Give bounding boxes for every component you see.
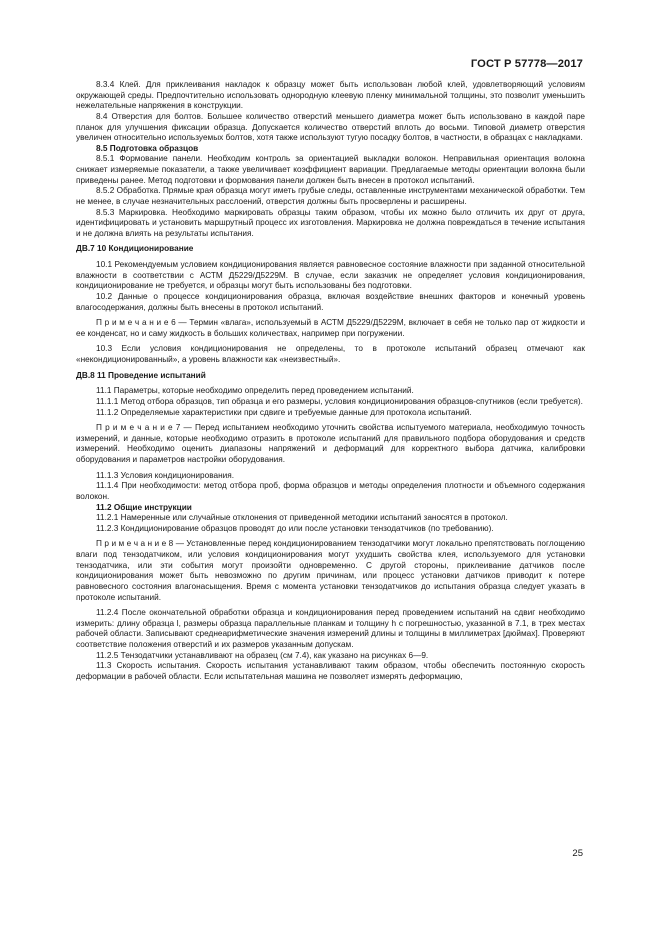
standard-code-header: ГОСТ Р 57778—2017 <box>470 58 583 70</box>
document-body <box>76 80 585 683</box>
body-paragraph: 8.3.4 Клей. Для приклеивания накладок к образцу может быть использован любой клей, удовлетворяющий условиям окружающей среды. Предпочтительно использовать однородную клеевую пленку минимальной толщины, это позволит уменьшить нежелательные напряжения в конструкции. <box>76 80 585 111</box>
body-paragraph: 11.1.3 Условия кондиционирования. <box>96 470 235 480</box>
body-paragraph: 8.4 Отверстия для болтов. Большее количество отверстий меньшего диаметра может быть использовано в каждой паре планок для улучшения фиксации образца. Допускается количество отверстий вплоть до восьми. Типовой диаметр отверстия увеличен относительно используемых болтов, хотя также используют тугую посадку болтов, в частности, в образцах с накладками. <box>76 111 585 143</box>
body-paragraph: 11.1.1 Метод отбора образцов, тип образца и его размеры, условия кондиционирования образцов-спутников (если требуется). <box>96 396 583 406</box>
body-paragraph: 11.1.2 Определяемые характеристики при сдвиге и требуемые данные для протокола испытаний. <box>96 407 472 417</box>
body-paragraph: 11.2.1 Намеренные или случайные отклонения от приведенной методики испытаний заносятся в протокол. <box>96 513 508 523</box>
note-paragraph <box>76 539 585 603</box>
body-paragraph: 8.5.2 Обработка. Прямые края образца могут иметь грубые следы, оставленные инструментами механической обработки. Тем не менее, в случае незначительных расслоений, отверстия должны быть просверлены и расширены. <box>76 186 585 206</box>
note-text: — Установленные перед кондиционированием тензодатчики могут локально препятствовать поглощению влаги под тензодатчиком, или условия кондиционирования могут ухудшить свойства клея, используемого для установки тензодатчика, или эти события могут произойти одновременно. С другой стороны, приклеивание датчиков после кондиционирования может быть невозможно по другим причинам, или процесс установки датчиков приводит к потере равновесного состояния влагонасыщения. Время с момента установки тензодатчиков до испытания образца следует указать в протоколе испытаний. <box>76 539 585 602</box>
body-paragraph: 11.3 Скорость испытания. Скорость испытания устанавливают таким образом, чтобы обеспечить постоянную скорость деформации в рабочей области. Если испытательная машина не позволяет измерять деформацию, <box>76 661 585 681</box>
note-paragraph <box>76 318 585 339</box>
note-label: П р и м е ч а н и е 7 <box>96 423 181 433</box>
subsection-title: 8.5 Подготовка образцов <box>96 143 199 153</box>
body-paragraph: 8.5.3 Маркировка. Необходимо маркировать образцы таким образом, чтобы их можно было отличить их друг от друга, идентифицировать и установить маршрутный процесс их изготовления. Маркировка не должна повреждаться в течение испытания и не должна влиять на результаты испытания. <box>76 207 585 238</box>
section-heading: ДВ.7 10 Кондиционирование <box>76 244 194 254</box>
body-paragraph: 11.2.3 Кондиционирование образцов проводят до или после установки тензодатчиков (по требованию). <box>96 523 494 533</box>
note-paragraph <box>76 423 585 466</box>
section-heading: ДВ.8 11 Проведение испытаний <box>76 370 206 380</box>
body-paragraph: 11.2.4 После окончательной обработки образца и кондиционирования перед проведением испытаний на сдвиг необходимо измерить: длину образца l, размеры образца параллельные планкам и толщину h с погрешностью, указанной в 7.1, в трех местах рабочей области. Записывают среднеарифметические значения измерений длины и толщины в миллиметрах [дюймах]. Проверяют соответствие положения отверстий и их размеров указанным допускам. <box>76 608 585 649</box>
body-paragraph: 11.1.4 При необходимости: метод отбора проб, форма образцов и методы определения плотности и объемного содержания волокон. <box>76 481 585 501</box>
body-paragraph: 8.5.1 Формование панели. Необходим контроль за ориентацией выкладки волокон. Неправильная ориентация волокна снижает измеряемые показатели, а также увеличивает коэффициент вариации. Предлагаемые методы ориентации волокна были приведены ранее. Метод подготовки и формования панели должен быть внесен в протокол испытаний. <box>76 154 585 185</box>
body-paragraph: 10.3 Если условия кондиционирования не определены, то в протоколе испытаний образец отмечают как «некондиционированный», а уровень влажности как «неизвестный». <box>76 344 585 364</box>
page-number: 25 <box>572 848 583 859</box>
body-paragraph: 11.1 Параметры, которые необходимо определить перед проведением испытаний. <box>96 386 414 396</box>
body-paragraph: 10.1 Рекомендуемым условием кондиционирования является равновесное состояние влажности при заданной относительной влажности в соответствии с АСТМ Д5229/Д5229М. В случае, если заказчик не определяет условия кондиционирования, кондиционирование не требуется, и образцы могут быть использованы без подготовки. <box>76 260 585 291</box>
note-text: — Перед испытанием необходимо уточнить свойства испытуемого материала, необходимую точность измерений, и данные, которые необходимо отразить в протоколе испытаний для правильного подбора оборудования и средств измерений. Необходимо оценить диапазоны напряжений и деформаций для корректного выбора датчика, калибровки оборудования и параметров настройки оборудования. <box>76 423 585 464</box>
note-label: П р и м е ч а н и е 8 <box>96 539 174 549</box>
note-text: — Термин «влага», используемый в АСТМ Д5229/Д5229М, включает в себя не только пар от жидкости и ее конденсат, но и саму жидкость в больших количествах, например при погружении. <box>76 318 585 338</box>
note-label: П р и м е ч а н и е 6 <box>96 318 176 328</box>
subsection-title: 11.2 Общие инструкции <box>96 502 192 512</box>
body-paragraph: 11.2.5 Тензодатчики устанавливают на образец (см 7.4), как указано на рисунках 6—9. <box>96 650 429 660</box>
body-paragraph: 10.2 Данные о процессе кондиционирования образца, включая воздействие внешних факторов и конечный уровень влагосодержания, должны быть внесены в протокол испытаний. <box>76 291 585 312</box>
